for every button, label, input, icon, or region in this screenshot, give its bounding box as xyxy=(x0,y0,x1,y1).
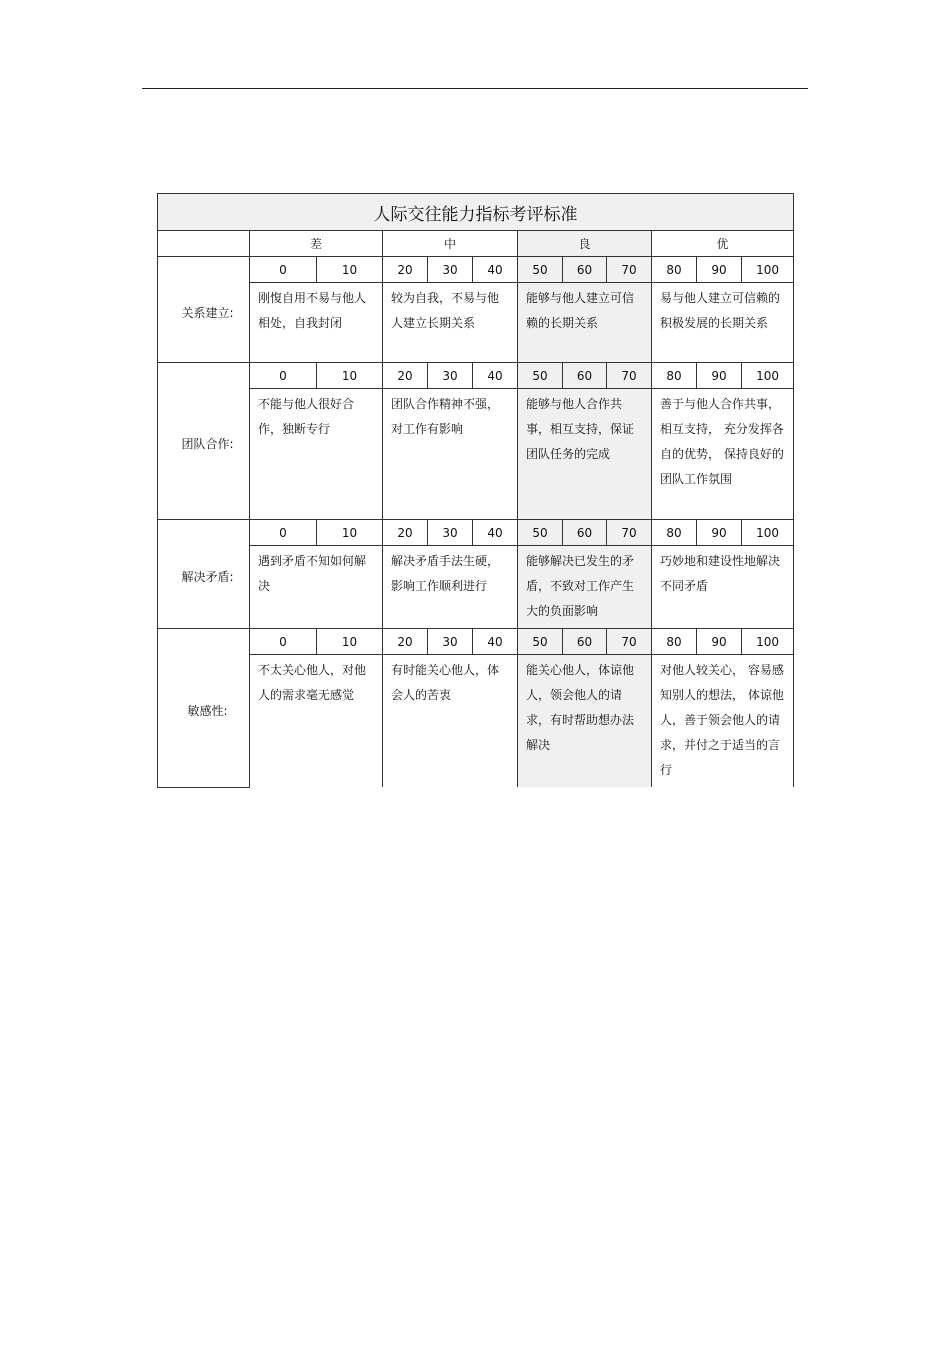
score-cell: 50 xyxy=(518,363,563,389)
score-cell: 20 xyxy=(383,257,428,283)
score-cell: 70 xyxy=(607,520,652,546)
score-cell: 40 xyxy=(473,520,518,546)
criterion-description: 解决矛盾手法生硬，影响工作顺利进行 xyxy=(383,546,518,629)
score-cell: 50 xyxy=(518,520,563,546)
score-cell: 40 xyxy=(473,363,518,389)
score-cell: 0 xyxy=(250,363,317,389)
score-cell: 100 xyxy=(742,363,794,389)
grade-medium: 中 xyxy=(383,231,518,257)
score-cell: 0 xyxy=(250,257,317,283)
score-cell: 40 xyxy=(473,257,518,283)
score-cell: 70 xyxy=(607,629,652,655)
score-cell: 20 xyxy=(383,629,428,655)
score-cell: 10 xyxy=(317,520,383,546)
criterion-description: 有时能关心他人，体会人的苦衷 xyxy=(383,655,518,788)
criterion-description: 刚愎自用不易与他人相处，自我封闭 xyxy=(250,283,383,363)
score-cell: 0 xyxy=(250,520,317,546)
grade-good: 良 xyxy=(518,231,652,257)
score-cell: 80 xyxy=(652,520,697,546)
criterion-description: 易与他人建立可信赖的积极发展的长期关系 xyxy=(652,283,794,363)
score-cell: 100 xyxy=(742,257,794,283)
score-cell: 100 xyxy=(742,629,794,655)
score-cell: 70 xyxy=(607,257,652,283)
criterion-label: 团队合作: xyxy=(158,363,250,520)
criterion-description: 巧妙地和建设性地解决不同矛盾 xyxy=(652,546,794,629)
score-cell: 10 xyxy=(317,257,383,283)
score-cell: 60 xyxy=(563,520,607,546)
criterion-label: 关系建立: xyxy=(158,257,250,363)
table-title: 人际交往能力指标考评标准 xyxy=(158,194,794,231)
score-cell: 50 xyxy=(518,257,563,283)
criterion-description: 不能与他人很好合作，独断专行 xyxy=(250,389,383,520)
criterion-description: 不太关心他人，对他人的需求毫无感觉 xyxy=(250,655,383,788)
score-cell: 20 xyxy=(383,363,428,389)
criterion-description: 较为自我，不易与他人建立长期关系 xyxy=(383,283,518,363)
criterion-description: 能够与他人合作共事，相互支持，保证团队任务的完成 xyxy=(518,389,652,520)
criterion-description: 能够解决已发生的矛盾，不致对工作产生大的负面影响 xyxy=(518,546,652,629)
score-cell: 60 xyxy=(563,363,607,389)
evaluation-table xyxy=(157,193,794,788)
criterion-description: 团队合作精神不强，对工作有影响 xyxy=(383,389,518,520)
score-cell: 10 xyxy=(317,363,383,389)
score-cell: 80 xyxy=(652,257,697,283)
score-cell: 10 xyxy=(317,629,383,655)
criterion-description: 对他人较关心， 容易感知别人的想法， 体谅他人，善于领会他人的请求，并付之于适当的言行 xyxy=(652,655,794,788)
score-cell: 90 xyxy=(697,257,742,283)
score-cell: 30 xyxy=(428,520,473,546)
score-cell: 100 xyxy=(742,520,794,546)
corner-cell xyxy=(158,231,250,257)
criterion-description: 能够与他人建立可信赖的长期关系 xyxy=(518,283,652,363)
score-cell: 30 xyxy=(428,629,473,655)
score-cell: 60 xyxy=(563,629,607,655)
score-cell: 90 xyxy=(697,520,742,546)
criterion-description: 遇到矛盾不知如何解决 xyxy=(250,546,383,629)
grade-excellent: 优 xyxy=(652,231,794,257)
score-cell: 80 xyxy=(652,629,697,655)
score-cell: 30 xyxy=(428,257,473,283)
score-cell: 60 xyxy=(563,257,607,283)
score-cell: 90 xyxy=(697,363,742,389)
criterion-description: 能关心他人，体谅他人，领会他人的请求，有时帮助想办法解决 xyxy=(518,655,652,788)
score-cell: 40 xyxy=(473,629,518,655)
score-cell: 90 xyxy=(697,629,742,655)
criterion-description: 善于与他人合作共事，相互支持， 充分发挥各自的优势， 保持良好的团队工作氛围 xyxy=(652,389,794,520)
score-cell: 0 xyxy=(250,629,317,655)
score-cell: 20 xyxy=(383,520,428,546)
criterion-label: 敏感性: xyxy=(158,629,250,788)
grade-poor: 差 xyxy=(250,231,383,257)
header-rule xyxy=(142,88,808,89)
score-cell: 30 xyxy=(428,363,473,389)
score-cell: 80 xyxy=(652,363,697,389)
criterion-label: 解决矛盾: xyxy=(158,520,250,629)
score-cell: 70 xyxy=(607,363,652,389)
score-cell: 50 xyxy=(518,629,563,655)
